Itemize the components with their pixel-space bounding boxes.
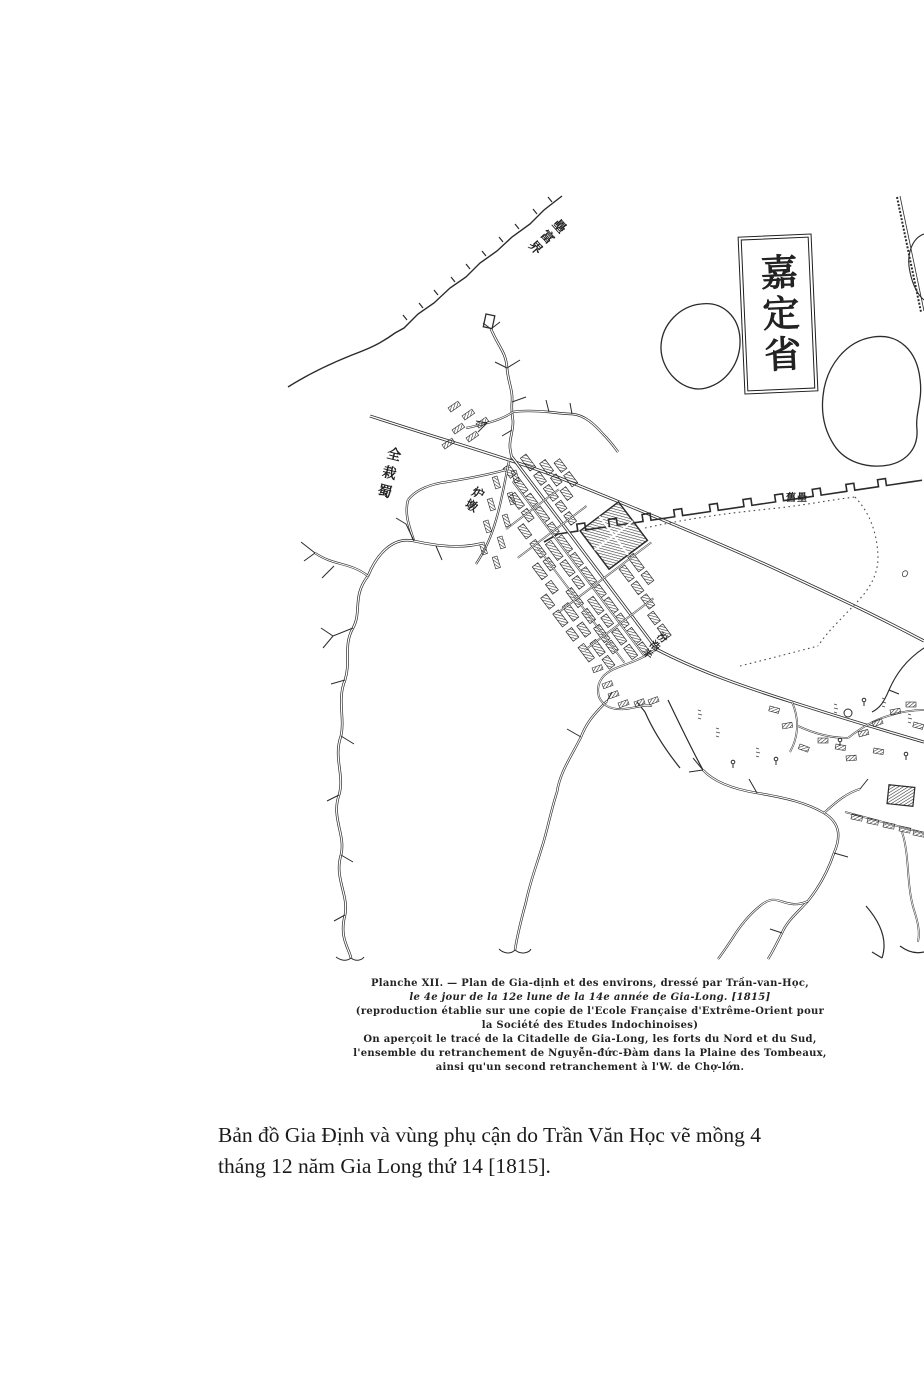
southeast-road [656,649,924,742]
highway-road [370,416,924,641]
caption-line: l'ensemble du retranchement de Nguyễn-đức-Đàm dans la Plaine des Tombeaux, [353,1048,827,1059]
old-rampart-label: 舊壘 [786,493,808,504]
central-river [499,692,612,953]
caption-line: le 4e jour de la 12e lune de la 14e année de Gia-Long. [1815] [409,992,771,1003]
note-line: tháng 12 năm Gia Long thứ 14 [1815]. [218,1154,551,1178]
west-creeks [301,470,505,960]
village-label: 汾浩半 [638,628,669,661]
road-boundary-label: 壘富界 [522,214,569,258]
plate-caption [320,977,860,1075]
cholon-west-works [845,648,924,958]
caption-line: (reproduction établie sur une copie de l'Ecole Française d'Extrême-Orient pour [355,1006,825,1017]
northwest-buildings [442,401,489,449]
vietnamese-note [218,1120,788,1182]
dotted-paths [645,497,878,666]
town-and-citadel [462,421,705,688]
kiln-label: 炉墩 [461,484,487,516]
caption-line: ainsi qu'un second retranchement à l'W. de Chợ-lớn. [435,1062,745,1073]
note-line: Bản đồ Gia Định và vùng phụ cận do Trần Văn Học vẽ mồng 4 [218,1123,762,1147]
west-area-label: 全栽蜀 [373,444,403,505]
province-name-box: 嘉定省 [741,237,816,392]
southeast-river [637,700,868,959]
kiln-road [476,461,520,569]
caption-line: la Société des Etudes Indochinoises) [481,1020,699,1031]
north-road [288,196,562,387]
small-fort [483,314,495,329]
caption-line: On aperçoit le tracé de la Citadelle de Gia-Long, les forts du Nord et du Sud, [363,1034,817,1045]
caption-line: Planche XII. — Plan de Gia-dịnh et des environs, dressé par Trần-van-Học, [370,978,810,989]
upper-creek [466,322,618,460]
